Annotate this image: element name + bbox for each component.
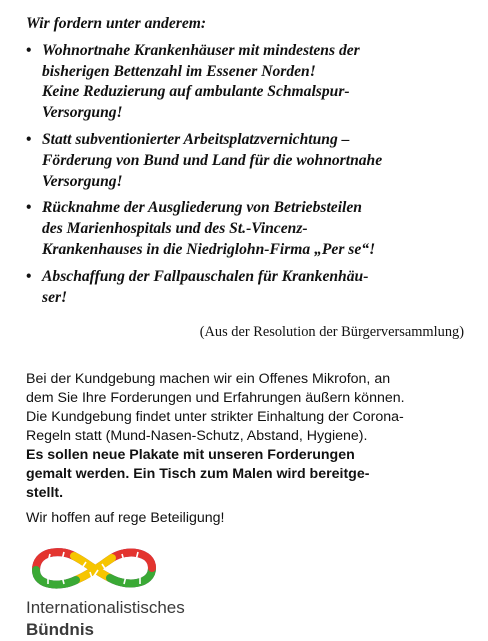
resolution-source: (Aus der Resolution der Bürgerversammlung): [199, 324, 464, 340]
demand-line: Keine Reduzierung auf ambulante Schmalspur-: [42, 83, 350, 101]
posters-notice-line: gemalt werden. Ein Tisch zum Malen wird bereitge-: [26, 466, 370, 482]
info-line: dem Sie Ihre Forderungen und Erfahrungen äußern können.: [26, 390, 405, 406]
demand-line: ser!: [42, 288, 68, 306]
demand-line: des Marienhospitals und des St.-Vincenz-: [42, 220, 308, 238]
organization-name-line2: Bündnis: [26, 620, 94, 639]
demand-line: Abschaffung der Fallpauschalen für Krankenhäu-: [42, 267, 369, 285]
rally-info: [26, 370, 466, 528]
info-line: Bei der Kundgebung machen wir ein Offenes Mikrofon, an: [26, 371, 391, 387]
demand-line: Versorgung!: [42, 104, 123, 122]
demand-line: bisherigen Bettenzahl im Essener Norden!: [42, 62, 316, 80]
demand-line: Förderung von Bund und Land für die wohnortnahe: [42, 151, 383, 169]
infinity-knot-logo-icon: [24, 540, 164, 596]
demand-item: [26, 267, 466, 309]
posters-notice-line: Es sollen neue Plakate mit unseren Forderungen: [26, 447, 355, 463]
info-line: Regeln statt (Mund-Nasen-Schutz, Abstand, Hygiene).: [26, 428, 368, 444]
demand-item: [26, 41, 466, 124]
demand-line: Krankenhauses in die Niedriglohn-Firma „Per se“!: [42, 240, 376, 258]
demand-item: [26, 198, 466, 260]
demands-heading: Wir fordern unter anderem:: [26, 15, 207, 32]
info-line: Die Kundgebung findet unter strikter Einhaltung der Corona-: [26, 409, 404, 425]
organization-name-line1: Internationalistisches: [26, 598, 185, 617]
bullet-icon: •: [26, 130, 32, 148]
demands-section: [26, 14, 466, 314]
demand-line: Wohnortnahe Krankenhäuser mit mindestens der: [42, 41, 360, 59]
bullet-icon: •: [26, 199, 32, 217]
organization-name: [26, 597, 185, 641]
demand-line: Rücknahme der Ausgliederung von Betriebsteilen: [42, 199, 362, 217]
posters-notice-line: stellt.: [26, 485, 64, 501]
demand-line: Versorgung!: [42, 172, 123, 190]
bullet-icon: •: [26, 41, 32, 59]
closing-line: Wir hoffen auf rege Beteiligung!: [26, 510, 225, 526]
demand-item: [26, 130, 466, 192]
demands-list: [26, 41, 466, 309]
demand-line: Statt subventionierter Arbeitsplatzvernichtung –: [42, 130, 350, 148]
bullet-icon: •: [26, 267, 32, 285]
